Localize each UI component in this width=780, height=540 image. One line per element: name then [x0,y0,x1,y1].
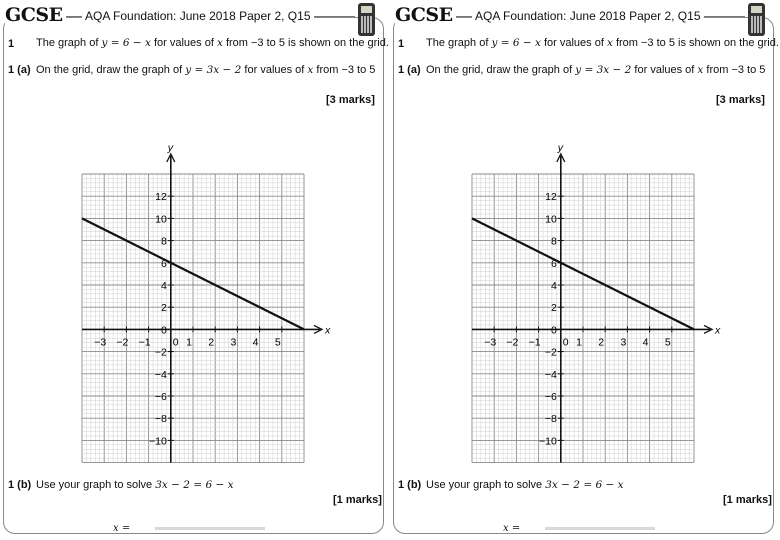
part-a-text: On the grid, draw the graph of y = 3x − 2 for values of x from −3 to 5 [426,64,766,76]
y-tick-label: −10 [148,435,167,448]
y-tick-label: −2 [544,346,557,359]
x-tick-label: −2 [506,336,519,349]
part-a-label: 1 (a) [8,64,31,76]
part-a-label: 1 (a) [398,64,421,76]
x-tick-label: 3 [230,336,237,349]
x-tick-label: −2 [116,336,129,349]
x-tick-label: 4 [642,336,649,349]
part-b-label: 1 (b) [8,479,32,491]
calculator-icon [748,3,765,36]
x-tick-label: 5 [274,336,281,349]
calculator-icon [358,3,375,36]
x-tick-label: −1 [138,336,151,349]
x-axis-label: x [325,324,331,337]
y-tick-label: −8 [154,413,167,426]
question-number: 1 [398,38,405,50]
x-tick-label: 5 [664,336,671,349]
coordinate-grid[interactable] [450,140,740,470]
worksheet-panel-left [0,0,388,540]
y-axis-label: y [557,142,564,154]
y-axis-label: y [167,142,174,154]
question-intro: The graph of y = 6 − x for values of x from −3 to 5 is shown on the grid. [426,37,779,49]
y-tick-label: −4 [544,368,557,381]
part-a-marks: [3 marks] [716,94,765,106]
y-tick-label: 0 [160,324,167,337]
y-tick-label: 8 [160,235,167,248]
y-tick-label: 0 [550,324,557,337]
y-tick-label: 6 [550,257,557,270]
x-tick-label: 3 [620,336,627,349]
paper-title: AQA Foundation: June 2018 Paper 2, Q15 [82,9,314,23]
answer-field[interactable] [545,527,655,530]
part-b-marks: [1 marks] [333,494,382,506]
x-tick-label: 2 [598,336,605,349]
part-b-text: Use your graph to solve 3x − 2 = 6 − x [426,479,624,491]
y-tick-label: 4 [550,280,557,292]
y-tick-label: 12 [545,191,557,204]
answer-label: x = [503,523,521,534]
x-tick-label: −1 [528,336,541,349]
y-tick-label: −10 [538,435,557,448]
part-b-text: Use your graph to solve 3x − 2 = 6 − x [36,479,234,491]
y-tick-label: −8 [544,413,557,426]
y-tick-label: −6 [154,391,167,403]
y-tick-label: 10 [155,213,167,226]
part-a-text: On the grid, draw the graph of y = 3x − 2 for values of x from −3 to 5 [36,64,376,76]
worksheet-panel-right [390,0,778,540]
part-b-label: 1 (b) [398,479,422,491]
y-tick-label: −4 [154,368,167,381]
coordinate-grid[interactable] [60,140,350,470]
y-tick-label: −6 [544,391,557,403]
answer-label: x = [113,523,131,534]
x-tick-label: 2 [208,336,215,349]
x-tick-label: 1 [576,336,582,349]
x-tick-label: −3 [484,336,497,349]
y-tick-label: 2 [550,302,557,315]
part-a-marks: [3 marks] [326,94,375,106]
question-number: 1 [8,38,15,50]
gcse-logo: GCSE [395,4,456,26]
y-tick-label: 8 [550,235,557,248]
x-tick-label: 0 [562,336,569,349]
y-tick-label: 4 [160,280,167,292]
y-tick-label: 2 [160,302,167,315]
y-tick-label: −2 [154,346,167,359]
x-tick-label: −3 [94,336,107,349]
y-tick-label: 6 [160,257,167,270]
x-axis-label: x [715,324,721,337]
y-tick-label: 10 [545,213,557,226]
question-intro: The graph of y = 6 − x for values of x from −3 to 5 is shown on the grid. [36,37,389,49]
x-tick-label: 4 [252,336,259,349]
paper-title: AQA Foundation: June 2018 Paper 2, Q15 [472,9,704,23]
x-tick-label: 1 [186,336,192,349]
x-tick-label: 0 [172,336,179,349]
part-b-marks: [1 marks] [723,494,772,506]
y-tick-label: 12 [155,191,167,204]
answer-field[interactable] [155,527,265,530]
gcse-logo: GCSE [5,4,66,26]
